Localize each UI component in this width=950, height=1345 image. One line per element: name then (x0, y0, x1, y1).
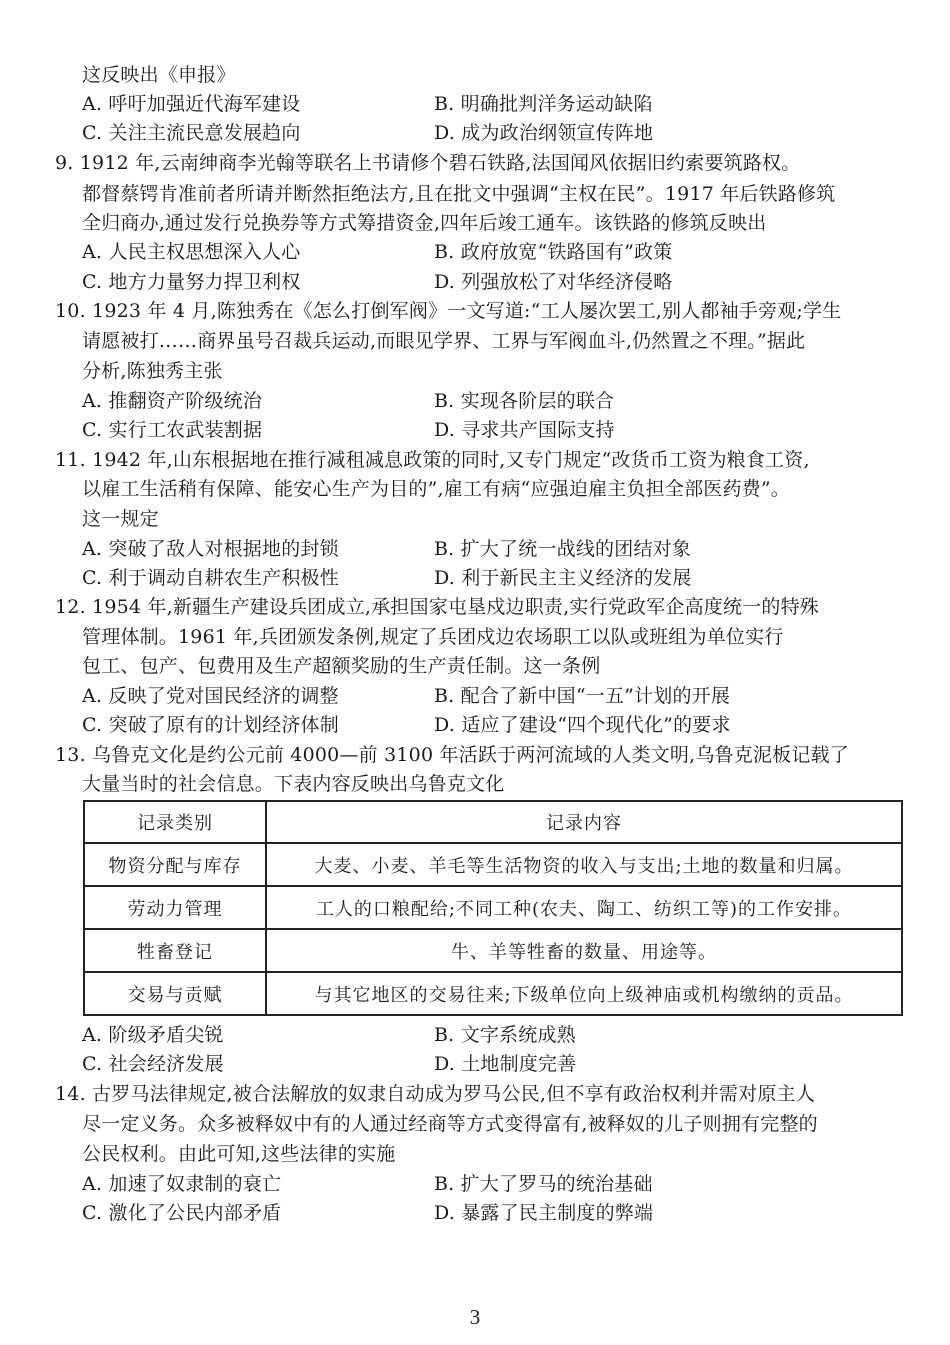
q13-option-a: A. 阶级矛盾尖锐 (82, 1024, 224, 1046)
q8-option-b: B. 明确批判洋务运动缺陷 (434, 93, 653, 115)
page-number: 3 (469, 1305, 481, 1329)
table-cell-content: 大麦、小麦、羊毛等生活物资的收入与支出;土地的数量和归属。 (266, 843, 902, 886)
q12-option-c: C. 突破了原有的计划经济体制 (82, 714, 339, 736)
table-cell-category: 劳动力管理 (84, 886, 266, 929)
q14-option-d: D. 暴露了民主制度的弊端 (434, 1202, 654, 1224)
q14-option-b: B. 扩大了罗马的统治基础 (434, 1173, 653, 1195)
q13-stem-line-1: 13. 乌鲁克文化是约公元前 4000—前 3100 年活跃于两河流域的人类文明,乌鲁克泥板记载了 (55, 744, 849, 766)
q13-option-b: B. 文字系统成熟 (434, 1024, 576, 1046)
q9-option-b: B. 政府放宽“铁路国有”政策 (434, 241, 673, 263)
q11-option-c: C. 利于调动自耕农生产积极性 (82, 567, 339, 589)
q10-option-d: D. 寻求共产国际支持 (434, 419, 615, 441)
q9-stem-line-2: 都督蔡锷肯准前者所请并断然拒绝法方,且在批文中强调“主权在民”。1917 年后铁路修筑 (82, 183, 836, 205)
q12-stem-line-1: 12. 1954 年,新疆生产建设兵团成立,承担国家屯垦戍边职责,实行党政军企高度统一的特殊 (55, 596, 819, 618)
table-cell-content: 工人的口粮配给;不同工种(农夫、陶工、纺织工等)的工作安排。 (266, 886, 902, 929)
q11-stem-line-1: 11. 1942 年,山东根据地在推行减租减息政策的同时,又专门规定“改货币工资为粮食工资, (55, 449, 810, 471)
q10-option-b: B. 实现各阶层的联合 (434, 390, 615, 412)
q8-stem-tail: 这反映出《申报》 (82, 64, 236, 86)
q13-stem-line-2: 大量当时的社会信息。下表内容反映出乌鲁克文化 (82, 773, 505, 795)
q9-stem-line-3: 全归商办,通过发行兑换券等方式筹措资金,四年后竣工通车。该铁路的修筑反映出 (82, 212, 767, 234)
q14-stem-line-1: 14. 古罗马法律规定,被合法解放的奴隶自动成为罗马公民,但不享有政治权利并需对原主人 (55, 1083, 815, 1105)
table-row (84, 972, 902, 1015)
q11-stem-line-2: 以雇工生活稍有保障、能安心生产为目的”,雇工有病“应强迫雇主负担全部医药费”。 (82, 478, 790, 500)
table-header-row (84, 801, 902, 843)
q12-stem-line-3: 包工、包产、包费用及生产超额奖励的生产责任制。这一条例 (82, 655, 601, 677)
q14-option-a: A. 加速了奴隶制的衰亡 (82, 1173, 282, 1195)
q11-stem-line-3: 这一规定 (82, 508, 159, 530)
q9-option-a: A. 人民主权思想深入人心 (82, 241, 301, 263)
table-cell-category: 牲畜登记 (84, 929, 266, 972)
q9-stem-line-1: 9. 1912 年,云南绅商李光翰等联名上书请修个碧石铁路,法国闻风依据旧约索要筑路权。 (55, 152, 801, 174)
q9-option-d: D. 列强放松了对华经济侵略 (434, 271, 673, 293)
q11-option-a: A. 突破了敌人对根据地的封锁 (82, 538, 339, 560)
q9-option-c: C. 地方力量努力捍卫利权 (82, 271, 301, 293)
table-header-category: 记录类别 (84, 801, 266, 843)
q14-option-c: C. 激化了公民内部矛盾 (82, 1202, 282, 1224)
q14-stem-line-2: 尽一定义务。众多被释奴中有的人通过经商等方式变得富有,被释奴的儿子则拥有完整的 (82, 1113, 818, 1135)
q12-option-d: D. 适应了建设“四个现代化”的要求 (434, 714, 731, 736)
q14-stem-line-3: 公民权利。由此可知,这些法律的实施 (82, 1143, 396, 1165)
q12-option-a: A. 反映了党对国民经济的调整 (82, 685, 339, 707)
q12-option-b: B. 配合了新中国“一五”计划的开展 (434, 685, 731, 707)
table-row (84, 843, 902, 886)
q12-stem-line-2: 管理体制。1961 年,兵团颁发条例,规定了兵团戍边农场职工以队或班组为单位实行 (82, 626, 784, 648)
q8-option-c: C. 关注主流民意发展趋向 (82, 122, 301, 144)
q10-option-a: A. 推翻资产阶级统治 (82, 390, 263, 412)
table-row (84, 929, 902, 972)
q10-stem-line-3: 分析,陈独秀主张 (82, 360, 223, 382)
uruk-records-table (83, 800, 903, 1016)
q8-option-d: D. 成为政治纲领宣传阵地 (434, 122, 654, 144)
table-cell-content: 与其它地区的交易往来;下级单位向上级神庙或机构缴纳的贡品。 (266, 972, 902, 1015)
table-cell-category: 交易与贡赋 (84, 972, 266, 1015)
table-header-content: 记录内容 (266, 801, 902, 843)
q13-option-c: C. 社会经济发展 (82, 1053, 224, 1075)
q10-stem-line-1: 10. 1923 年 4 月,陈独秀在《怎么打倒军阀》一文写道:“工人屡次罢工,别人都袖手旁观;学生 (55, 300, 842, 322)
q8-option-a: A. 呼吁加强近代海军建设 (82, 93, 301, 115)
q11-option-d: D. 利于新民主主义经济的发展 (434, 567, 692, 589)
q10-option-c: C. 实行工农武装割据 (82, 419, 263, 441)
q13-option-d: D. 土地制度完善 (434, 1053, 577, 1075)
table-cell-category: 物资分配与库存 (84, 843, 266, 886)
q11-option-b: B. 扩大了统一战线的团结对象 (434, 538, 692, 560)
q10-stem-line-2: 请愿被打……商界虽号召裁兵运动,而眼见学界、工界与军阀血斗,仍然置之不理。”据此 (82, 330, 806, 352)
table-cell-content: 牛、羊等牲畜的数量、用途等。 (266, 929, 902, 972)
table-row (84, 886, 902, 929)
